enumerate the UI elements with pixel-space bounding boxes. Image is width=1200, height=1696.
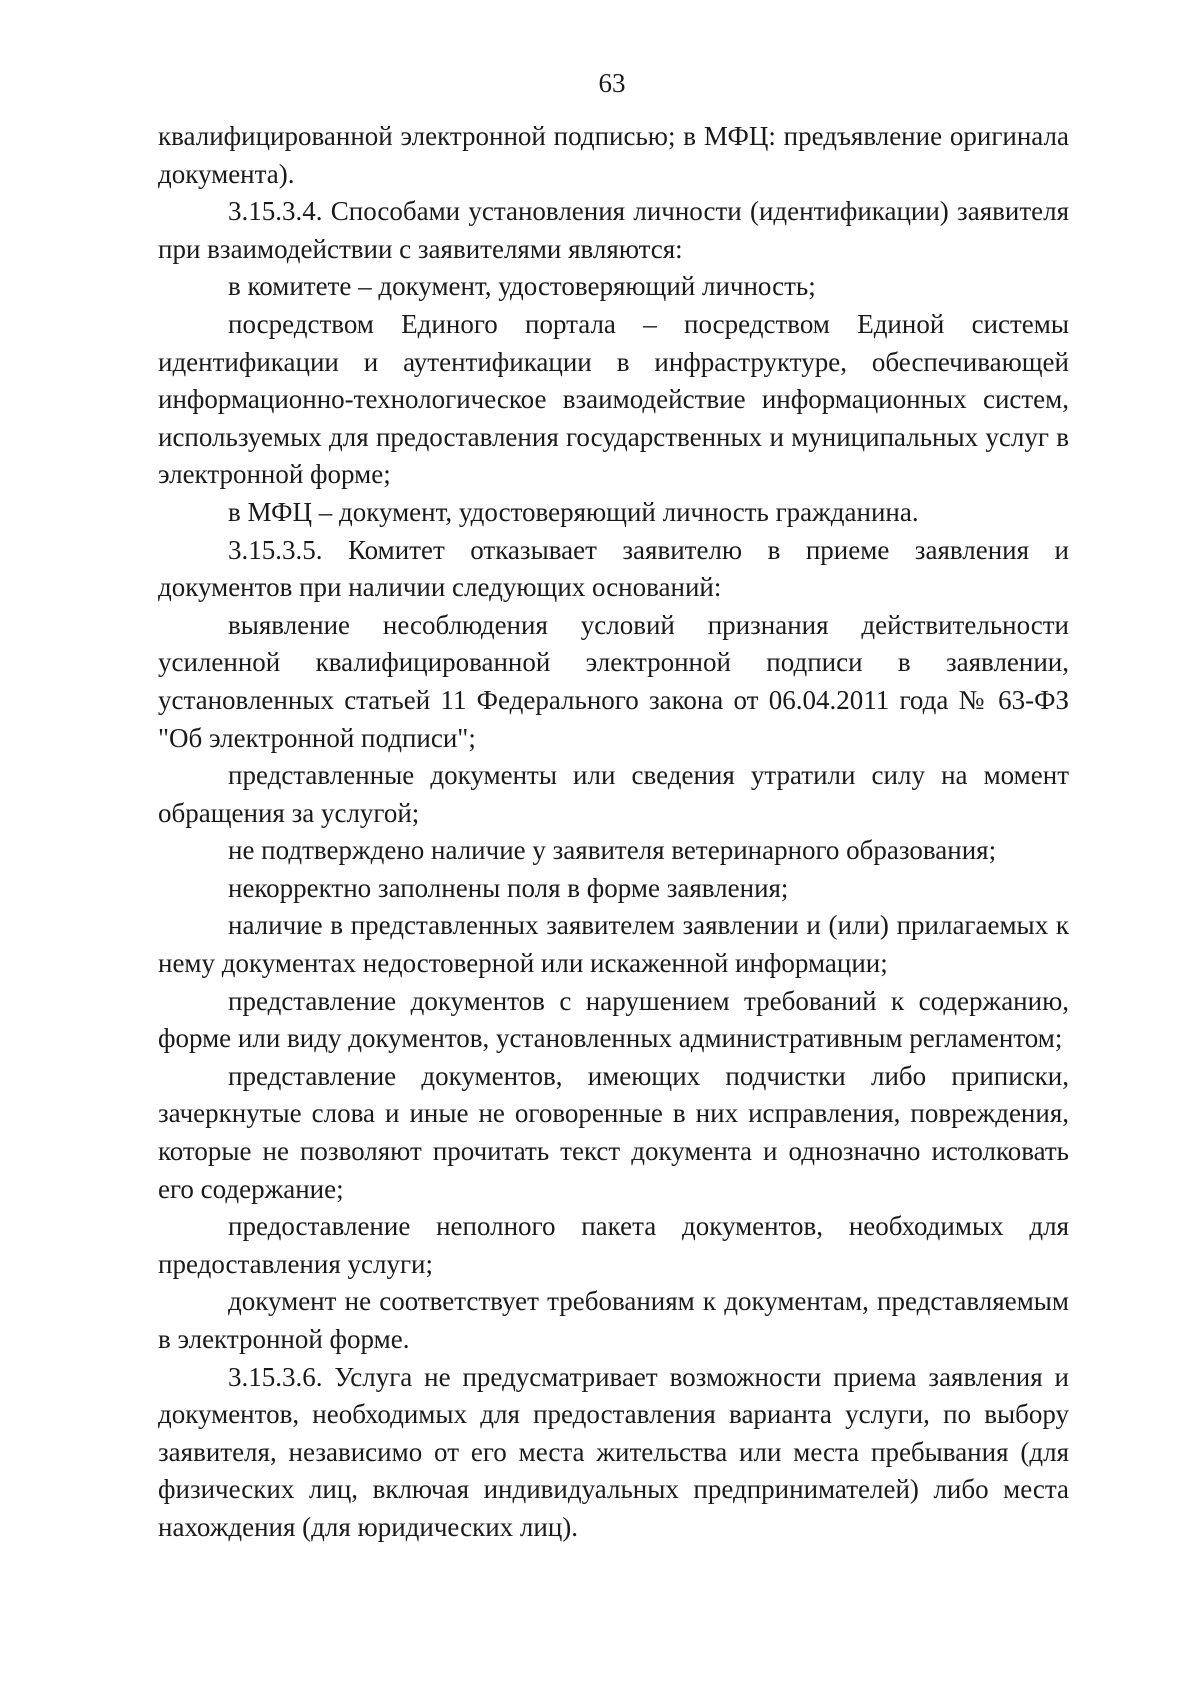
paragraph: представление документов с нарушением требований к содержанию, форме или виду документов, установленных административным регламентом;	[158, 985, 1069, 1054]
paragraph: не подтверждено наличие у заявителя ветеринарного образования;	[228, 835, 997, 866]
document-body	[158, 118, 1069, 1547]
paragraph: документ не соответствует требованиям к документам, представляемым в электронной форме.	[158, 1286, 1069, 1354]
paragraph: представление документов, имеющих подчистки либо приписки, зачеркнутые слова и иные не оговоренные в них исправления, повреждения, которые не позволяют прочитать текст документа и однозначно истолковать его содержание;	[158, 1060, 1069, 1204]
paragraph: в МФЦ – документ, удостоверяющий личность гражданина.	[228, 496, 919, 527]
page-number: 63	[598, 68, 626, 98]
paragraph: 3.15.3.6. Услуга не предусматривает возможности приема заявления и документов, необходимых для предоставления варианта услуги, по выбору заявителя, независимо от его места жительства или места пребывания (для физических лиц, включая индивидуальных предпринимателей) либо места нахождения (для юридических лиц).	[158, 1361, 1069, 1542]
paragraph: выявление несоблюдения условий признания действительности усиленной квалифицированной электронной подписи в заявлении, установленных статьей 11 Федерального закона от 06.04.2011 года № 63-ФЗ "Об электронной подписи";	[158, 609, 1069, 753]
paragraph: квалифицированной электронной подписью; в МФЦ: предъявление оригинала документа).	[158, 121, 1069, 189]
paragraph: представленные документы или сведения утратили силу на момент обращения за услугой;	[158, 760, 1069, 828]
paragraph: в комитете – документ, удостоверяющий личность;	[228, 271, 816, 302]
paragraph: посредством Единого портала – посредством Единой системы идентификации и аутентификации в инфраструктуре, обеспечивающей информационно-технологическое взаимодействие информационных систем, используемых для предоставления государственных и муниципальных услуг в электронной форме;	[158, 308, 1069, 490]
paragraph: предоставление неполного пакета документов, необходимых для предоставления услуги;	[158, 1211, 1069, 1279]
paragraph: 3.15.3.5. Комитет отказывает заявителю в приеме заявления и документов при наличии следующих оснований:	[158, 534, 1069, 603]
paragraph: 3.15.3.4. Способами установления личности (идентификации) заявителя при взаимодействии с заявителями являются:	[158, 196, 1069, 264]
paragraph: наличие в представленных заявителем заявлении и (или) прилагаемых к нему документах недостоверной или искаженной информации;	[158, 910, 1069, 979]
paragraph: некорректно заполнены поля в форме заявления;	[228, 872, 789, 903]
